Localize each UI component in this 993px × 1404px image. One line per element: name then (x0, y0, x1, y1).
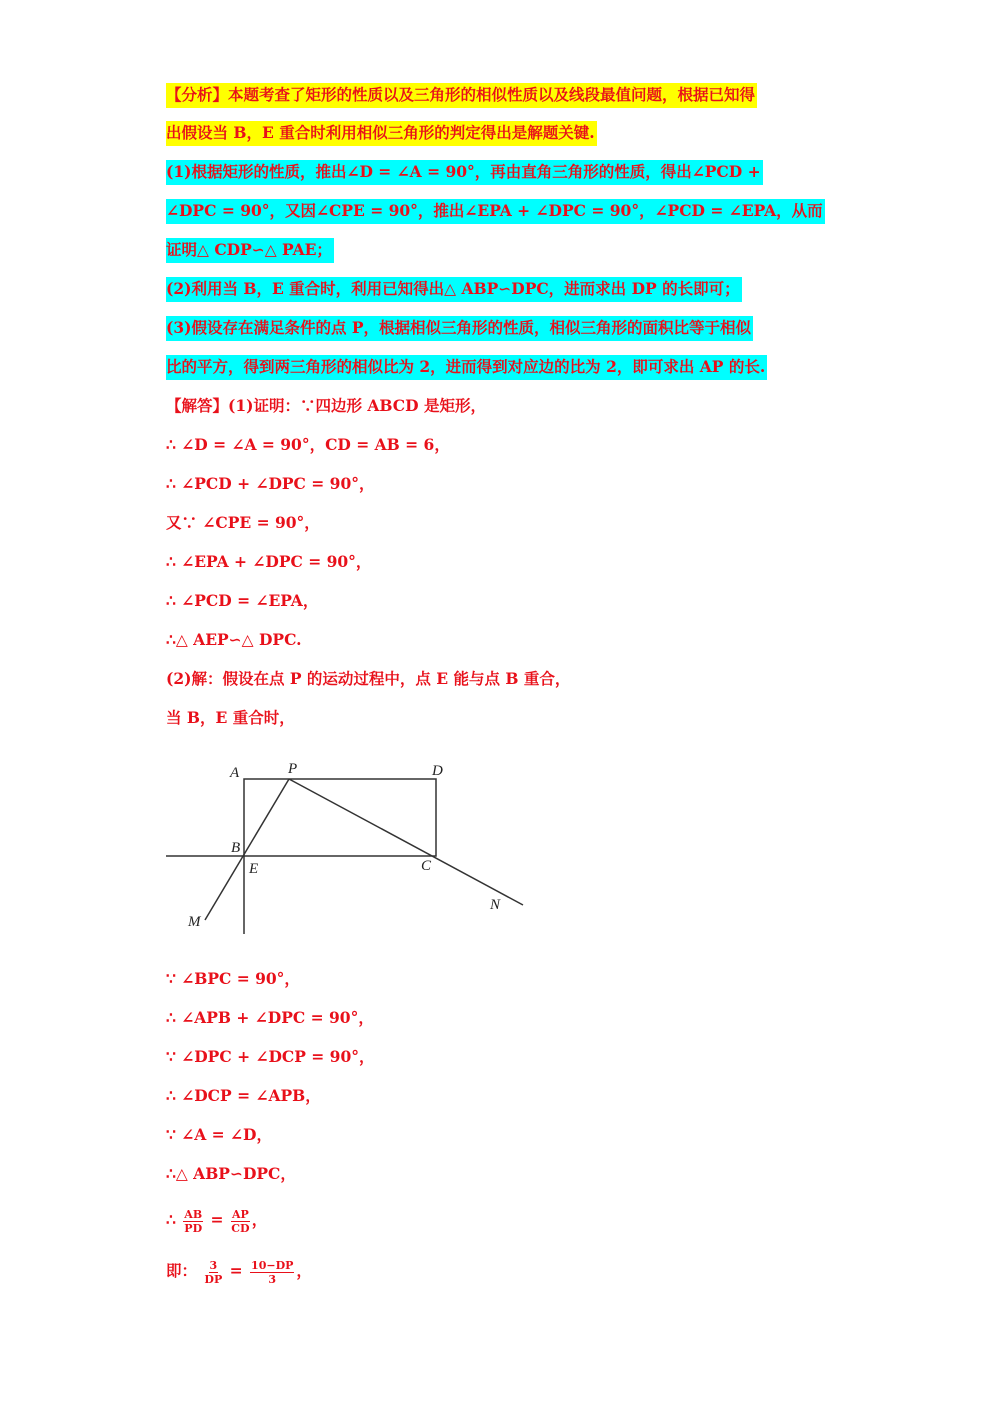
analysis-line (166, 352, 767, 382)
solution-line: 当 B，E 重合时， (166, 708, 295, 727)
equation-substituted (166, 1256, 312, 1286)
equation-ratio (166, 1205, 267, 1235)
label-p: P (288, 761, 298, 777)
analysis-line (166, 157, 763, 187)
label-b: B (231, 840, 241, 856)
analysis-text: 证明△ CDP∽△ PAE； (166, 238, 334, 263)
therefore-symbol: ∴ (166, 1210, 176, 1229)
solution-line: (2)解：假设在点 P 的运动过程中，点 E 能与点 B 重合， (166, 669, 571, 688)
line-pm (205, 779, 289, 920)
solution-line: ∴ ∠DCP = ∠APB， (166, 1086, 321, 1105)
analysis-line (166, 118, 597, 148)
fraction (231, 1208, 250, 1235)
analysis-line (166, 313, 753, 343)
solution-line: ∴ ∠PCD = ∠EPA， (166, 591, 319, 610)
analysis-line (166, 274, 742, 304)
solution-line: ∵ ∠A = ∠D， (166, 1125, 272, 1144)
analysis-text: (3)假设存在满足条件的点 P，根据相似三角形的性质，相似三角形的面积比等于相似 (166, 316, 753, 341)
numerator: 3 (209, 1258, 218, 1272)
line-pn (289, 779, 523, 905)
numerator: AB (184, 1207, 203, 1221)
analysis-text: ∠DPC = 90°，又因∠CPE = 90°，推出∠EPA + ∠DPC = 90°，∠PCD = ∠EPA，从而 (166, 199, 825, 224)
denominator: CD (231, 1221, 250, 1235)
fraction (250, 1259, 294, 1286)
geometry-figure (160, 755, 540, 945)
label-e: E (249, 861, 259, 877)
numerator: 10−DP (251, 1258, 294, 1272)
analysis-text: 出假设当 B，E 重合时利用相似三角形的判定得出是解题关键. (166, 121, 597, 146)
label-n: N (490, 897, 501, 913)
denominator: PD (184, 1221, 203, 1235)
analysis-text: 【分析】本题考查了矩形的性质以及三角形的相似性质以及线段最值问题，根据已知得 (166, 83, 757, 108)
rectangle-abcd (244, 779, 436, 856)
denominator: DP (204, 1272, 223, 1286)
fraction (204, 1259, 222, 1286)
solution-line: 【解答】(1)证明：∵四边形 ABCD 是矩形， (166, 396, 486, 415)
equals-sign: = (229, 1261, 243, 1280)
solution-line: 又∵ ∠CPE = 90°， (166, 513, 320, 532)
analysis-text: (2)利用当 B，E 重合时，利用已知得出△ ABP∽DPC，进而求出 DP 的长即可； (166, 277, 742, 302)
solution-line: ∴ ∠EPA + ∠DPC = 90°， (166, 552, 372, 571)
label-m: M (188, 914, 201, 930)
solution-line: ∵ ∠BPC = 90°， (166, 969, 300, 988)
analysis-text: (1)根据矩形的性质，推出∠D = ∠A = 90°，再由直角三角形的性质，得出∠PCD + (166, 160, 763, 185)
denominator: 3 (268, 1272, 277, 1286)
label-d: D (432, 763, 443, 779)
label-c: C (421, 858, 432, 874)
numerator: AP (231, 1207, 249, 1221)
analysis-line (166, 196, 825, 226)
solution-line: ∴△ AEP∽△ DPC. (166, 630, 302, 649)
equals-sign: = (210, 1210, 224, 1229)
solution-line: ∴ ∠APB + ∠DPC = 90°， (166, 1008, 374, 1027)
label-a: A (230, 765, 240, 781)
fraction (183, 1208, 203, 1235)
equation-prefix: 即： (166, 1261, 198, 1280)
comma: ， (251, 1210, 268, 1229)
solution-line: ∴ ∠D = ∠A = 90°，CD = AB = 6， (166, 435, 450, 454)
solution-line: ∵ ∠DPC + ∠DCP = 90°， (166, 1047, 375, 1066)
analysis-text: 比的平方，得到两三角形的相似比为 2，进而得到对应边的比为 2，即可求出 AP 的长. (166, 355, 767, 380)
solution-line: ∴ ∠PCD + ∠DPC = 90°， (166, 474, 375, 493)
analysis-line (166, 235, 334, 265)
solution-line: ∴△ ABP∽DPC， (166, 1164, 296, 1183)
comma: ， (296, 1261, 312, 1280)
analysis-line (166, 80, 757, 110)
